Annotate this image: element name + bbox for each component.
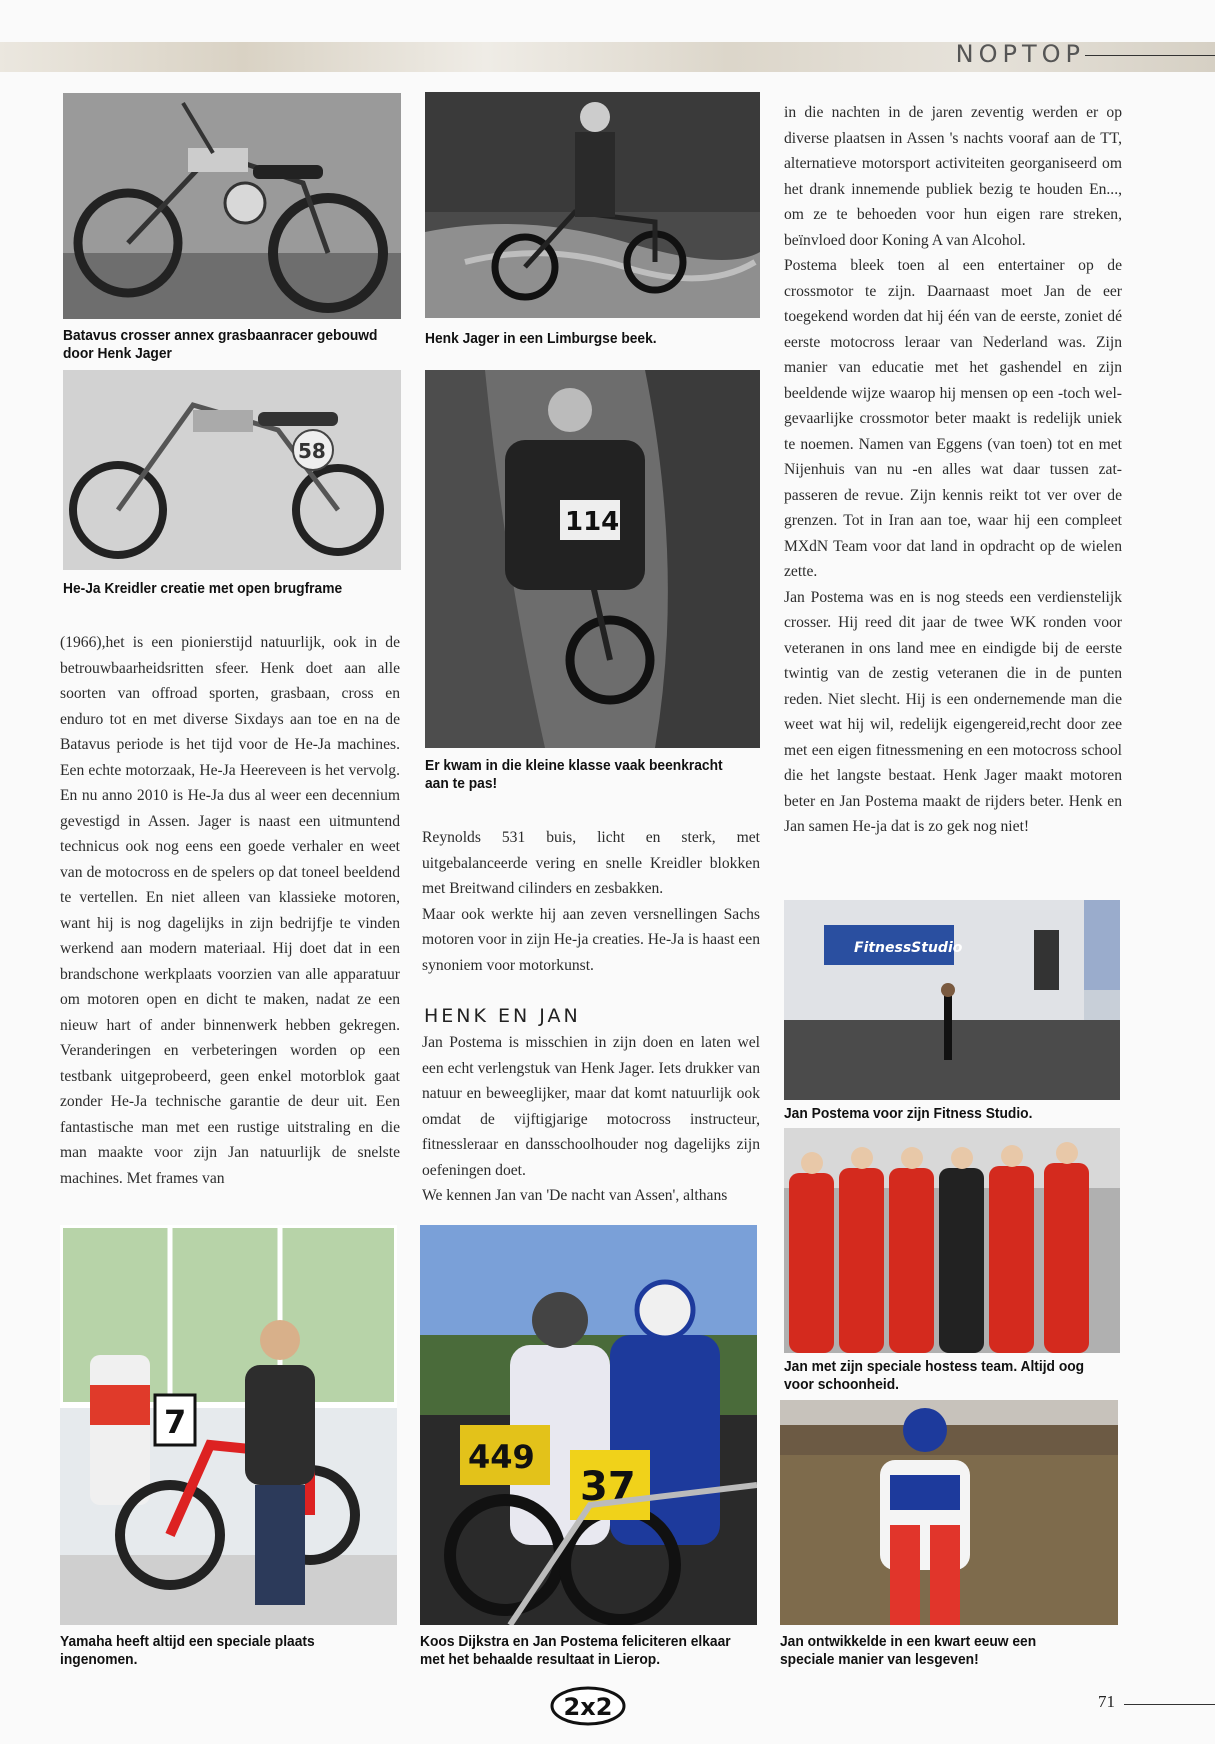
article-col2-p3: Jan Postema is misschien in zijn doen en laten wel een echt verlengstuk van Henk Jager. Iets drukker van natuur en beweeglijker, maar dat komt natuurlijk ook omdat de vijftigjarige motocross instructeur, fitnessleraar en dansschoolhouder nog dagelijks zijn oefeningen doet. [422,1034,760,1179]
caption-hostess: Jan met zijn speciale hostess team. Altijd oog voor schoonheid. [784,1358,1085,1393]
caption-lesgeven: Jan ontwikkelde in een kwart eeuw een speciale manier van lesgeven! [780,1633,1037,1668]
photo-hostess [784,1128,1120,1353]
photo-heja [63,370,401,570]
photo-limburg [425,92,760,318]
article-col1 [60,630,400,1191]
article-col2-bottom [422,1030,760,1209]
caption-koos: Koos Dijkstra en Jan Postema feliciteren elkaar met het behaalde resultaat in Lierop. [420,1633,731,1668]
caption-beenkracht: Er kwam in die kleine klasse vaak beenkracht aan te pas! [425,757,723,792]
bike-number-58: 58 [298,439,326,463]
article-col3-p2: Postema bleek toen al een entertainer op de crossmotor te zijn. Daarnaast moet Jan de eer toegekend worden dat hij één van de eerste, zoniet dé eerste motocross leraar van Nederland was. Zijn manier van educatie met het gashendel en zijn beeldende wijze waarop hij mensen op een -toch wel- gevaarlijke crossmotor beter maakt is redelijk uniek te noemen. Namen van Eggens (van toen) tot en met Nijenhuis van nu -en alles wat daar tussen zat- passeren de revue. Zijn kennis reikt tot ver over de grenzen. Tot in Iran aan toe, waar hij een compleet MXdN Team voor dat land in opdracht op de wielen zette. [784,257,1122,580]
bike-number-7: 7 [164,1403,187,1441]
header-rule [1085,55,1215,56]
caption-fitness: Jan Postema voor zijn Fitness Studio. [784,1105,1033,1122]
photo-fitness [784,900,1120,1100]
section-title: HENK EN JAN [424,1005,581,1027]
bike-number-449: 449 [468,1438,535,1476]
fitness-sign-text: FitnessStudio [854,940,963,956]
magazine-brand: NOPTOP [955,40,1085,68]
article-col2-p1: Reynolds 531 buis, licht en sterk, met uitgebalanceerde vering en snelle Kreidler blokken met Breitwand cilinders en zesbakken. [422,829,760,897]
caption-yamaha: Yamaha heeft altijd een speciale plaats ingenomen. [60,1633,315,1668]
page-number: 71 [1098,1692,1115,1711]
page-number-rule [1124,1704,1215,1705]
photo-beenkracht [425,370,760,748]
logo-text: 2x2 [563,1693,613,1721]
photo-yamaha [60,1225,397,1625]
bike-number-37: 37 [580,1464,636,1510]
caption-batavus: Batavus crosser annex grasbaanracer gebouwd door Henk Jager [63,327,378,362]
article-col3 [784,100,1122,840]
article-col1-paragraph: (1966),het is een pionierstijd natuurlijk, ook in de betrouwbaarheidsritten sfeer. Henk doet aan alle soorten van offroad sporten, grasbaan, cross en enduro tot en met diverse Sixdays aan toe en na de Batavus periode is het tijd voor de He-Ja machines. Een echte motorzaak, He-Ja Heereveen is het vervolg. En nu anno 2010 is He-Ja dus al weer een decennium gevestigd in Assen. Jager is naast een uitmuntend technicus ook nog eens een goede verhaler en weet van de motocross en de spelers op dat toneel beeldend te vertellen. En niet alleen van klassieke motoren, want hij is nog dagelijks in zijn bedrijfje te vinden werkend aan modern materiaal. Hij doet dat in een brandschone werkplaats voorzien van alle apparatuur om motoren open en dicht te maken, nadat ze een nieuw hart of ander binnenwerk hebben gekregen. Veranderingen en verbeteringen worden op een testbank uitgeprobeerd, geen enkel motorblok gaat zonder He-Ja technische garantie de deur uit. Een fantastische man met een rustige uitstraling en die man maakte voor zijn Jan natuurlijk de snelste machines. Met frames van [60,634,400,1187]
article-col2-p2: Maar ook werkte hij aan zeven versnellingen Sachs motoren voor in zijn He-ja creaties. He-Ja is haast een synoniem voor motorkunst. [422,905,760,974]
article-col3-p3: Jan Postema was en is nog steeds een verdienstelijk crosser. Hij reed dit jaar de twee WK ronden voor veteranen in ons land mee en eindigde bij de eerste twintig van de zestig veteranen die in de punten reden. Niet slecht. Hij is een ondernemende man die weet wat hij wil, redelijk eigengereid,recht door zee met een eigen fitnessmening en een motocross school die het langste bestaat. Henk Jager maakt motoren beter en Jan Postema maakt de rijders beter. Henk en Jan samen He-ja dat is zo gek nog niet! [784,588,1122,835]
article-col2-top [422,825,760,978]
caption-limburg: Henk Jager in een Limburgse beek. [425,330,657,347]
article-col3-p1: in die nachten in de jaren zeventig werden er op diverse plaatsen in Assen 's nachts vooraf aan de TT, alternatieve motorsport activiteiten georganiseerd om het drank innemende publiek bezig te houden En..., om ze te behoeden voor hun eigen rare streken, beïnvloed door Koning A van Alcohol. [784,104,1122,249]
photo-koos [420,1225,757,1625]
caption-heja: He-Ja Kreidler creatie met open brugframe [63,580,343,597]
bike-number-114: 114 [565,507,620,537]
photo-batavus [63,93,401,319]
magazine-logo [548,1686,628,1726]
photo-lesgeven [780,1400,1118,1625]
article-col2-p4: We kennen Jan van 'De nacht van Assen', althans [422,1187,728,1204]
